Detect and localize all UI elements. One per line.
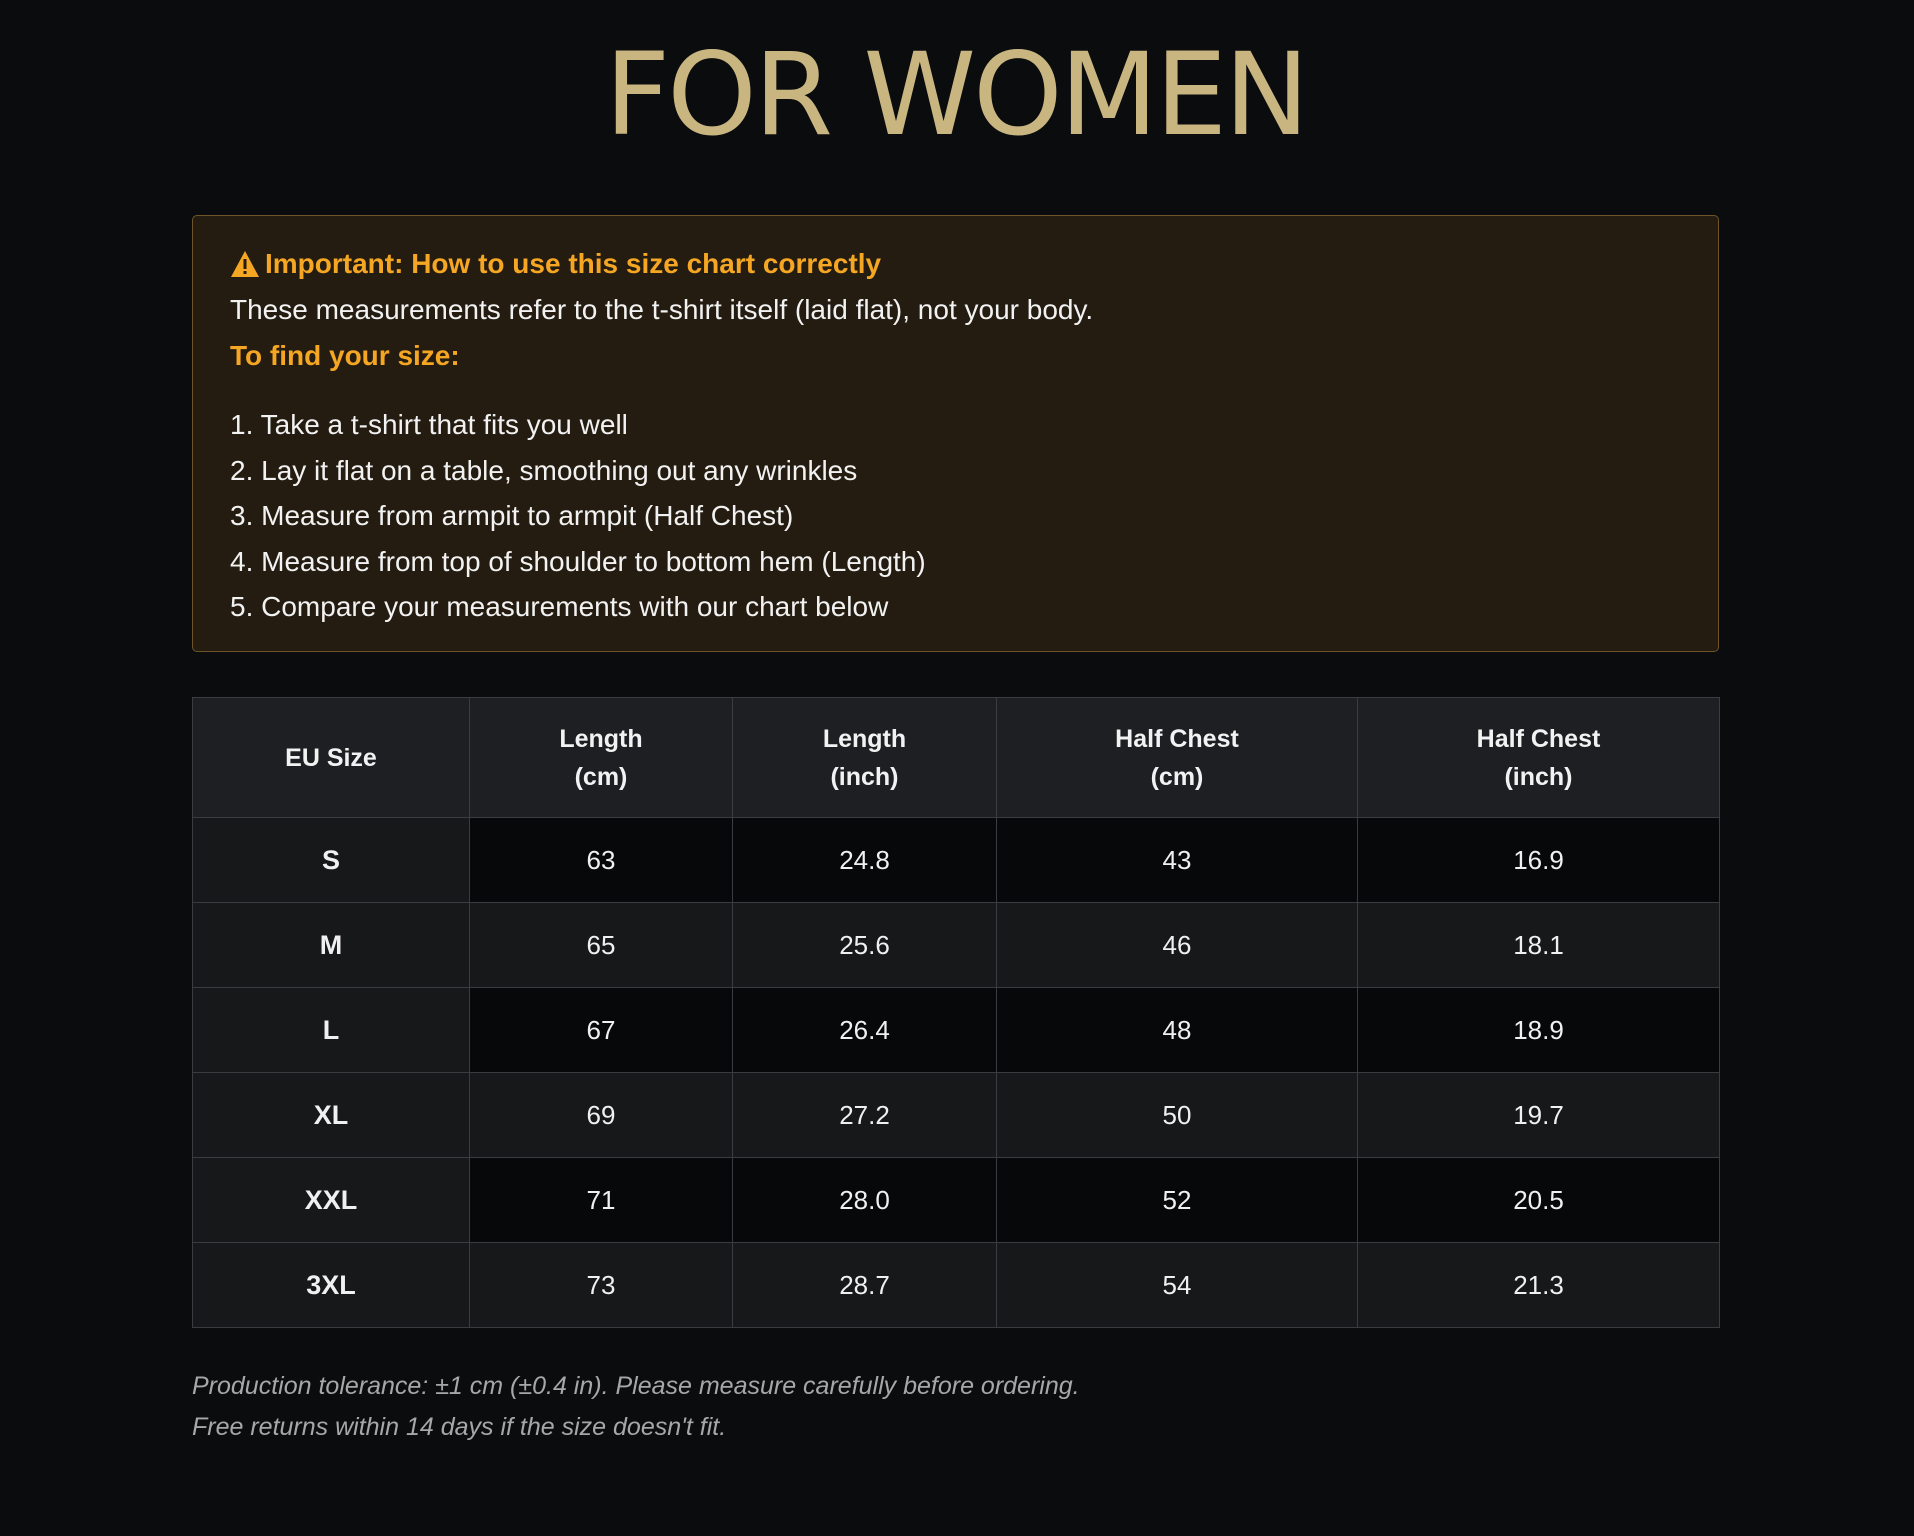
table-row (193, 1243, 1720, 1328)
length-cm-cell: 73 (470, 1243, 733, 1328)
half-chest-cm-cell: 46 (997, 903, 1358, 988)
length-inch-cell: 26.4 (733, 988, 997, 1073)
table-row (193, 903, 1720, 988)
notice-heading-text: Important: How to use this size chart correctly (265, 248, 882, 279)
notice-heading (230, 248, 1681, 280)
size-cell: S (193, 818, 470, 903)
table-header-row (193, 698, 1720, 818)
length-cm-cell: 63 (470, 818, 733, 903)
half-chest-inch-cell: 18.1 (1358, 903, 1720, 988)
header-half-chest-inch: Half Chest (inch) (1358, 698, 1720, 818)
half-chest-inch-cell: 21.3 (1358, 1243, 1720, 1328)
half-chest-cm-cell: 54 (997, 1243, 1358, 1328)
length-inch-cell: 25.6 (733, 903, 997, 988)
half-chest-inch-cell: 20.5 (1358, 1158, 1720, 1243)
warning-icon (230, 250, 260, 278)
table-row (193, 988, 1720, 1073)
measure-steps-list (230, 402, 1681, 630)
tolerance-note: Production tolerance: ±1 cm (±0.4 in). Please measure carefully before ordering. (192, 1372, 1080, 1400)
table-row (193, 818, 1720, 903)
half-chest-cm-cell: 52 (997, 1158, 1358, 1243)
size-cell: 3XL (193, 1243, 470, 1328)
length-cm-cell: 71 (470, 1158, 733, 1243)
step-item: 1. Take a t-shirt that fits you well (230, 409, 628, 440)
half-chest-inch-cell: 18.9 (1358, 988, 1720, 1073)
half-chest-inch-cell: 16.9 (1358, 818, 1720, 903)
footer-notes (192, 1366, 1719, 1448)
size-table (192, 697, 1720, 1328)
size-cell: XXL (193, 1158, 470, 1243)
half-chest-cm-cell: 50 (997, 1073, 1358, 1158)
length-inch-cell: 27.2 (733, 1073, 997, 1158)
length-cm-cell: 69 (470, 1073, 733, 1158)
half-chest-cm-cell: 48 (997, 988, 1358, 1073)
returns-note: Free returns within 14 days if the size doesn't fit. (192, 1413, 727, 1441)
length-cm-cell: 65 (470, 903, 733, 988)
notice-subheading: To find your size: (230, 340, 460, 371)
header-eu-size: EU Size (193, 698, 470, 818)
size-cell: M (193, 903, 470, 988)
table-row (193, 1158, 1720, 1243)
step-item: 4. Measure from top of shoulder to bottom hem (Length) (230, 545, 926, 577)
step-item: 2. Lay it flat on a table, smoothing out any wrinkles (230, 454, 858, 486)
step-item: 3. Measure from armpit to armpit (Half Chest) (230, 500, 794, 531)
step-item: 5. Compare your measurements with our chart below (230, 591, 889, 622)
header-length-cm: Length (cm) (470, 698, 733, 818)
page-title: FOR WOMEN (604, 28, 1307, 161)
header-half-chest-cm: Half Chest (cm) (997, 698, 1358, 818)
half-chest-cm-cell: 43 (997, 818, 1358, 903)
length-inch-cell: 24.8 (733, 818, 997, 903)
notice-intro: These measurements refer to the t-shirt itself (laid flat), not your body. (230, 294, 1094, 325)
size-cell: L (193, 988, 470, 1073)
table-row (193, 1073, 1720, 1158)
length-inch-cell: 28.7 (733, 1243, 997, 1328)
half-chest-inch-cell: 19.7 (1358, 1073, 1720, 1158)
length-inch-cell: 28.0 (733, 1158, 997, 1243)
size-guide-notice (192, 215, 1719, 652)
size-cell: XL (193, 1073, 470, 1158)
header-length-inch: Length (inch) (733, 698, 997, 818)
length-cm-cell: 67 (470, 988, 733, 1073)
